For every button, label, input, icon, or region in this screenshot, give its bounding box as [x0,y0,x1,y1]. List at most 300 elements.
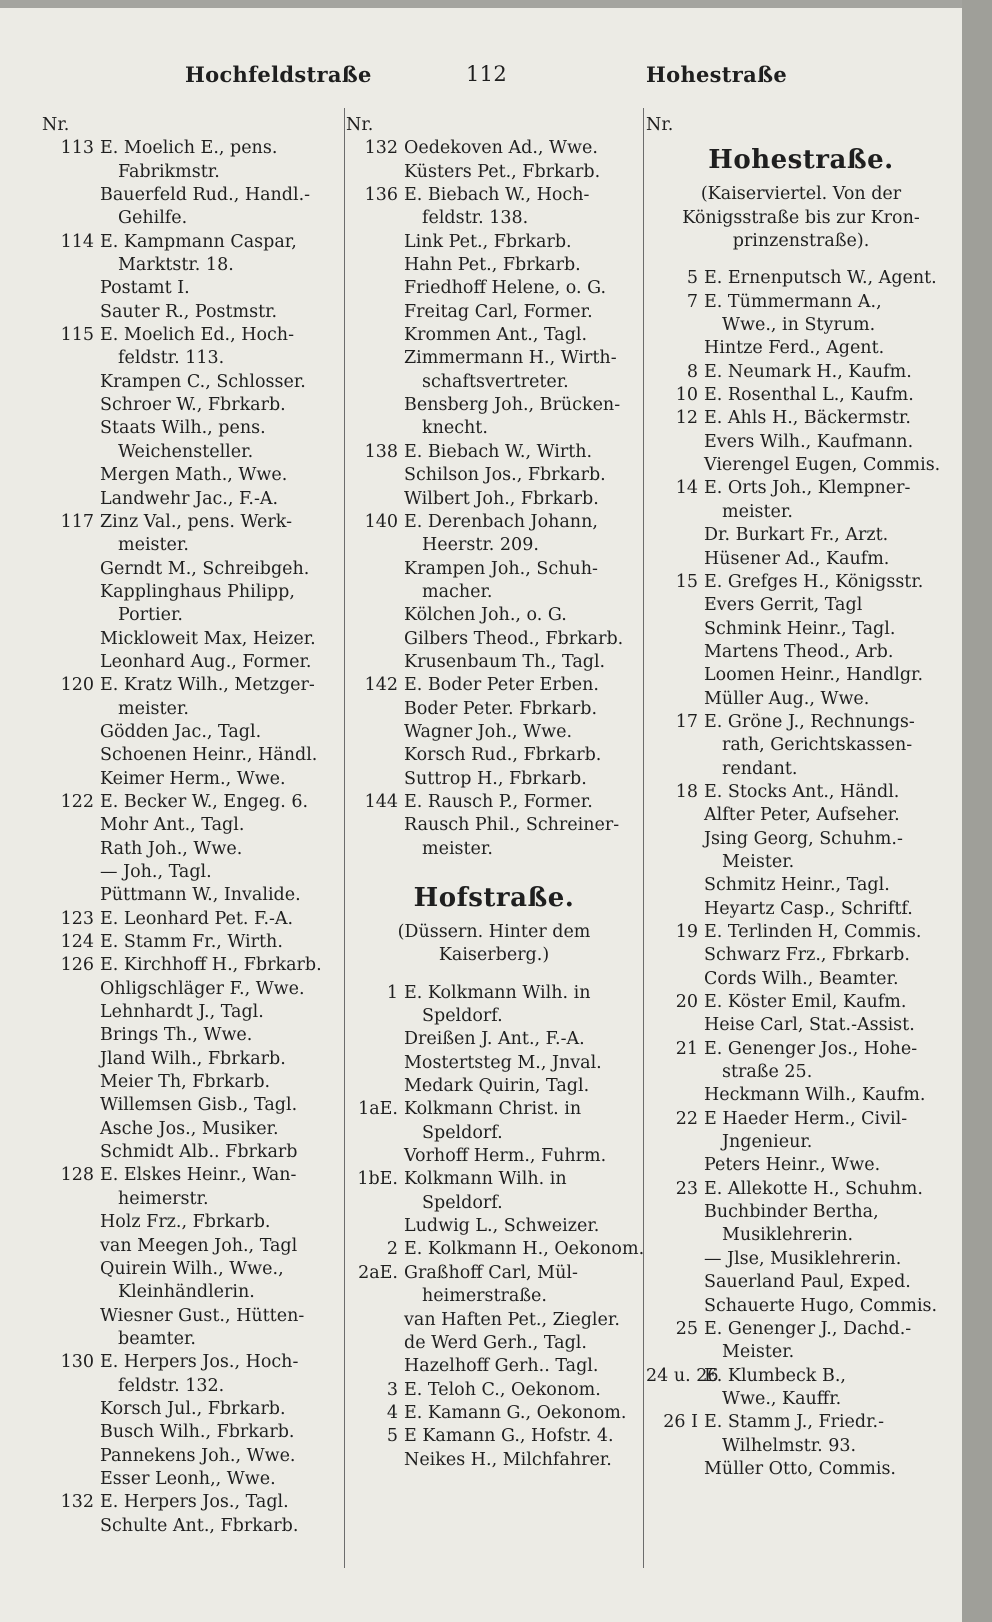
entry-continuation: Dr. Burkart Fr., Arzt. [704,525,889,546]
directory-line [346,534,642,557]
column-divider [344,108,345,1568]
entry-continuation: Meier Th, Fbrkarb. [100,1072,271,1093]
entry-continuation: knecht. [422,418,488,439]
directory-line [646,618,956,641]
entry-continuation: Boder Peter. Fbrkarb. [404,698,598,719]
entry-continuation: meister. [722,501,793,522]
entry-continuation: Schmink Heinr., Tagl. [704,618,896,639]
entry-continuation: Loomen Heinr., Handlgr. [704,665,924,686]
house-number: 26 I [663,1412,698,1433]
directory-line [42,1141,342,1164]
entry-continuation: Postamt I. [100,278,190,299]
street-description: (Düssern. Hinter dem [397,922,591,942]
directory-line [346,1145,642,1168]
entry-continuation: Jland Wilh., Fbrkarb. [100,1048,286,1069]
entry-text: E. Elskes Heinr., Wan- [100,1165,297,1186]
directory-line [42,1281,342,1304]
entry-continuation: Mohr Ant., Tagl. [100,815,245,836]
directory-line [646,944,956,967]
directory-line [42,161,342,184]
entry-text: E. Ahls H., Bäckermstr. [704,408,911,429]
entry-continuation: Rath Joh., Wwe. [100,838,243,859]
entry-text: E. Biebach W., Hoch- [404,185,590,206]
directory-line [346,1425,642,1448]
entry-text: Zinz Val., pens. Werk- [100,511,292,532]
directory-line [42,1164,342,1187]
entry-continuation: Keimer Herm., Wwe. [100,768,286,789]
entry-continuation: Sauerland Paul, Exped. [704,1272,911,1293]
directory-line [42,814,342,837]
directory-line [646,1435,956,1458]
directory-line [42,301,342,324]
entry-continuation: Ludwig L., Schweizer. [404,1216,600,1237]
directory-line [646,711,956,734]
directory-line [346,184,642,207]
entry-continuation: Suttrop H., Fbrkarb. [404,768,587,789]
entry-continuation: Freitag Carl, Former. [404,301,593,322]
directory-line [346,1098,642,1121]
directory-line [346,558,642,581]
directory-line [346,1402,642,1425]
directory-line [42,417,342,440]
house-number: 25 [675,1318,698,1339]
entry-text: E. Kolkmann Wilh. in [404,982,591,1003]
running-header-left: Hochfeldstraße [185,62,372,87]
entry-continuation: Leonhard Aug., Former. [100,651,312,672]
entry-continuation: meister. [118,535,189,556]
entry-continuation: Alfter Peter, Aufseher. [704,805,900,826]
directory-line [42,1468,342,1491]
directory-line [42,441,342,464]
entry-text: E. Biebach W., Wirth. [404,441,593,462]
directory-line [346,254,642,277]
directory-line [346,394,642,417]
house-number: 128 [60,1165,94,1186]
entry-continuation: Wagner Joh., Wwe. [404,721,573,742]
house-number: 8 [686,361,698,382]
entry-text: E. Ernenputsch W., Agent. [704,268,937,289]
street-description: (Kaiserviertel. Von der [700,184,902,205]
entry-continuation: Asche Jos., Musiker. [100,1118,279,1139]
entry-continuation: Neikes H., Milchfahrer. [404,1449,612,1470]
directory-line [42,698,342,721]
directory-line [346,231,642,254]
entry-continuation: Martens Theod., Arb. [704,641,894,662]
directory-line [346,814,642,837]
entry-continuation: Sauter R., Postmstr. [100,301,278,322]
directory-line [646,337,956,360]
entry-continuation: Korsch Jul., Fbrkarb. [100,1398,286,1419]
entry-continuation: Portier. [118,605,183,626]
house-number: 132 [60,1492,94,1513]
directory-line [42,581,342,604]
directory-line [42,347,342,370]
directory-line [42,651,342,674]
entry-continuation: Willemsen Gisb., Tagl. [100,1095,298,1116]
entry-text: E. Stamm J., Friedr.- [704,1412,885,1433]
directory-line [646,804,956,827]
entry-text: E. Neumark H., Kaufm. [704,361,912,382]
house-number: 113 [60,138,94,159]
directory-line [646,874,956,897]
directory-line [346,277,642,300]
entry-text: E. Grefges H., Königsstr. [704,571,924,592]
house-number: 123 [60,908,94,929]
entry-continuation: Mickloweit Max, Heizer. [100,628,316,649]
entry-continuation: Wilhelmstr. 93. [722,1435,857,1456]
directory-line [42,488,342,511]
house-number: 10 [675,385,698,406]
entry-continuation: Hahn Pet., Fbrkarb. [404,255,581,276]
entry-continuation: Buchbinder Bertha, [704,1202,879,1223]
entry-continuation: rendant. [722,758,798,779]
directory-line [42,254,342,277]
house-number: 2aE. [358,1262,398,1283]
house-number: 22 [675,1108,698,1129]
directory-line [42,137,342,160]
house-number: 144 [364,791,398,812]
directory-line [42,1258,342,1281]
entry-continuation: Krampen Joh., Schuh- [404,558,598,579]
entry-continuation: Friedhoff Helene, o. G. [404,278,607,299]
entry-continuation: Jsing Georg, Schuhm.- [704,828,903,849]
house-number: 114 [60,231,94,252]
entry-continuation: feldstr. 138. [422,208,529,229]
directory-line [346,114,642,137]
directory-line [346,1075,642,1098]
column-3 [646,114,956,1481]
directory-line [646,1014,956,1037]
entry-continuation: Speldorf. [422,1192,503,1213]
entry-continuation: Schauerte Hugo, Commis. [704,1295,938,1316]
entry-continuation: — Jlse, Musiklehrerin. [704,1248,902,1269]
house-number: 115 [60,325,94,346]
running-header-right: Hohestraße [646,62,787,87]
directory-line [346,1122,642,1145]
directory-line [346,441,642,464]
directory-line [646,688,956,711]
house-number: 17 [675,711,698,732]
entry-continuation: Link Pet., Fbrkarb. [404,231,572,252]
directory-line [346,1215,642,1238]
street-description: Königsstraße bis zur Kron- [682,207,920,228]
entry-continuation: van Haften Pet., Ziegler. [404,1309,620,1330]
house-number: 15 [675,571,698,592]
directory-line [42,324,342,347]
entry-continuation: Krommen Ant., Tagl. [404,325,588,346]
directory-line [346,1355,642,1378]
entry-text: E. Stamm Fr., Wirth. [100,932,283,953]
spacer [346,861,642,875]
entry-continuation: Dreißen J. Ant., F.-A. [404,1029,585,1050]
house-number: 24 u. 26 [646,1365,719,1386]
entry-continuation: Schilson Jos., Fbrkarb. [404,465,606,486]
directory-line [42,1421,342,1444]
entry-continuation: Wwe., Kauffr. [722,1388,842,1409]
entry-text: Kolkmann Christ. in [404,1099,582,1120]
house-number: 2 [386,1239,398,1260]
entry-continuation: Kölchen Joh., o. G. [404,605,567,626]
spacer [346,968,642,982]
entry-continuation: Schroer W., Fbrkarb. [100,395,286,416]
directory-line [346,1168,642,1191]
directory-line [646,1061,956,1084]
entry-text: E Kamann G., Hofstr. 4. [404,1426,614,1447]
directory-line [42,1188,342,1211]
directory-line [346,838,642,861]
entry-continuation: meister. [422,838,493,859]
directory-line [646,361,956,384]
entry-text: E. Leonhard Pet. F.-A. [100,908,294,929]
entry-text: E. Moelich E., pens. [100,138,278,159]
entry-continuation: heimerstraße. [422,1286,547,1307]
entry-text: E. Allekotte H., Schuhm. [704,1178,923,1199]
entry-continuation: Marktstr. 18. [118,255,234,276]
entry-continuation: Gerndt M., Schreibgeh. [100,558,310,579]
directory-line [346,417,642,440]
directory-line [646,501,956,524]
directory-line [646,291,956,314]
directory-line [346,488,642,511]
house-number: 19 [675,922,698,942]
entry-continuation: meister. [118,698,189,719]
directory-line [646,758,956,781]
entry-continuation: macher. [422,581,493,602]
directory-line [346,581,642,604]
entry-continuation: Speldorf. [422,1122,503,1143]
entry-continuation: Küsters Pet., Fbrkarb. [404,161,601,182]
entry-continuation: Staats Wilh., pens. [100,418,266,439]
entry-text: E. Kamann G., Oekonom. [404,1402,627,1423]
entry-continuation: Müller Aug., Wwe. [704,688,870,709]
directory-line [42,1375,342,1398]
directory-line [42,791,342,814]
entry-text: E. Herpers Jos., Hoch- [100,1352,299,1373]
page-top-edge [0,0,992,8]
column-2 [346,114,645,1472]
directory-line [646,524,956,547]
directory-line [346,1379,642,1402]
spacer [646,253,956,267]
house-number: 126 [60,955,94,976]
street-description: prinzenstraße). [732,231,870,252]
directory-line [646,641,956,664]
directory-line [646,1178,956,1201]
entry-continuation: Vierengel Eugen, Commis. [704,455,941,476]
entry-text: E. Derenbach Johann, [404,511,598,532]
directory-line [346,347,642,370]
entry-text: E. Orts Joh., Klempner- [704,478,911,499]
directory-line [646,1108,956,1131]
directory-line [42,1305,342,1328]
house-number: 130 [60,1352,94,1373]
directory-line [646,267,956,290]
directory-line [346,464,642,487]
directory-line [42,978,342,1001]
directory-line [646,1201,956,1224]
entry-continuation: schaftsvertreter. [422,371,569,392]
entry-text: Oedekoven Ad., Wwe. [404,138,598,159]
entry-text: E. Tümmermann A., [704,291,882,312]
entry-text: E. Moelich Ed., Hoch- [100,325,294,346]
entry-continuation: Cords Wilh., Beamter. [704,968,899,989]
directory-line [346,721,642,744]
entry-text: E. Kirchhoff H., Fbrkarb. [100,955,322,976]
directory-line [346,698,642,721]
entry-continuation: beamter. [118,1328,196,1349]
directory-line [646,1038,956,1061]
entry-continuation: Mostertsteg M., Jnval. [404,1052,602,1073]
entry-continuation: Wwe., in Styrum. [722,315,876,336]
entry-continuation: Fabrikmstr. [118,161,220,182]
directory-line [346,1192,642,1215]
directory-line [646,314,956,337]
page-right-edge [962,0,992,1622]
directory-line [346,511,642,534]
directory-line [346,1332,642,1355]
entry-continuation: Schmidt Alb.. Fbrkarb [100,1142,298,1163]
directory-line [42,674,342,697]
directory-line [42,1491,342,1514]
directory-line [646,407,956,430]
directory-line [646,898,956,921]
house-number: Nr. [346,115,374,135]
entry-text: E. Kratz Wilh., Metzger- [100,675,315,696]
directory-line [42,744,342,767]
entry-continuation: van Meegen Joh., Tagl [100,1235,298,1256]
directory-line [42,721,342,744]
house-number: 4 [386,1402,398,1423]
entry-continuation: Korsch Rud., Fbrkarb. [404,745,602,766]
directory-line [646,1084,956,1107]
entry-continuation: Speldorf. [422,1006,503,1027]
house-number: 1aE. [358,1099,398,1120]
entry-continuation: Püttmann W., Invalide. [100,885,301,906]
entry-text: E Haeder Herm., Civil- [704,1108,908,1129]
entry-continuation: Rausch Phil., Schreiner- [404,815,620,836]
directory-line [646,384,956,407]
directory-line [346,371,642,394]
house-number: 124 [60,932,94,953]
entry-text: E. Rausch P., Former. [404,791,593,812]
entry-continuation: — Joh., Tagl. [100,862,212,882]
directory-line [346,1262,642,1285]
house-number: 1bE. [357,1169,398,1190]
directory-line [646,548,956,571]
entry-continuation: Krusenbaum Th., Tagl. [404,651,606,672]
column-1 [42,114,342,1538]
directory-line [646,477,956,500]
directory-line [42,371,342,394]
directory-line [646,1411,956,1434]
directory-line [346,674,642,697]
house-number: 3 [386,1379,398,1400]
directory-line [42,184,342,207]
directory-line [346,207,642,230]
entry-continuation: Hüsener Ad., Kaufm. [704,548,890,569]
directory-line [646,968,956,991]
directory-line [42,277,342,300]
directory-line [346,137,642,160]
directory-line [346,1309,642,1332]
directory-line [42,1001,342,1024]
column-divider [643,108,644,1568]
house-number: 5 [686,268,698,289]
directory-line [42,931,342,954]
directory-line [346,604,642,627]
entry-text: E. Genenger Jos., Hohe- [704,1038,918,1059]
house-number: Nr. [646,115,674,135]
directory-line [42,1398,342,1421]
entry-continuation: Peters Heinr., Wwe. [704,1155,881,1176]
entry-continuation: Evers Gerrit, Tagl [704,595,863,616]
directory-line [42,1328,342,1351]
directory-line [646,1131,956,1154]
entry-continuation: Gilbers Theod., Fbrkarb. [404,628,624,649]
directory-line [646,1295,956,1318]
house-number: 21 [675,1038,698,1059]
street-description: Kaiserberg.) [438,945,550,966]
entry-continuation: Meister. [722,1342,795,1363]
directory-line [646,1388,956,1411]
entry-continuation: Vorhoff Herm., Fuhrm. [404,1146,607,1167]
entry-continuation: Jngenieur. [722,1132,813,1153]
entry-continuation: de Werd Gerh., Tagl. [404,1332,587,1353]
directory-line [42,954,342,977]
entry-continuation: Gödden Jac., Tagl. [100,721,262,742]
directory-line [42,1118,342,1141]
directory-line [42,861,342,884]
entry-text: E. Teloh C., Oekonom. [404,1379,601,1400]
entry-text: E. Kampmann Caspar, [100,231,297,252]
entry-continuation: Hazelhoff Gerh.. Tagl. [404,1356,599,1377]
directory-line [646,571,956,594]
directory-line [346,1449,642,1472]
directory-line [346,768,642,791]
directory-line [346,628,642,651]
directory-line [646,734,956,757]
directory-line [646,664,956,687]
directory-line [646,921,956,944]
directory-line [42,1351,342,1374]
directory-line [346,1285,642,1308]
directory-line [42,231,342,254]
entry-continuation: Heckmann Wilh., Kaufm. [704,1085,926,1106]
house-number: 132 [364,138,398,159]
entry-text: Kolkmann Wilh. in [404,1169,567,1190]
house-number: 14 [675,478,698,499]
directory-line [646,828,956,851]
directory-line [42,1445,342,1468]
directory-line [646,114,956,137]
directory-line [42,1071,342,1094]
directory-line [42,884,342,907]
directory-line [646,851,956,874]
street-title: Hohestraße. [708,145,894,176]
entry-continuation: Mergen Math., Wwe. [100,465,288,486]
entry-text: E. Herpers Jos., Tagl. [100,1492,289,1513]
entry-continuation: Medark Quirin, Tagl. [404,1076,590,1097]
directory-line [346,744,642,767]
house-number: 12 [675,408,698,429]
directory-line [346,301,642,324]
directory-line [646,1365,956,1388]
entry-continuation: Schulte Ant., Fbrkarb. [100,1515,299,1536]
directory-line [346,982,642,1005]
entry-continuation: feldstr. 113. [118,348,225,369]
entry-text: Graßhoff Carl, Mül- [404,1262,578,1283]
directory-line [646,594,956,617]
